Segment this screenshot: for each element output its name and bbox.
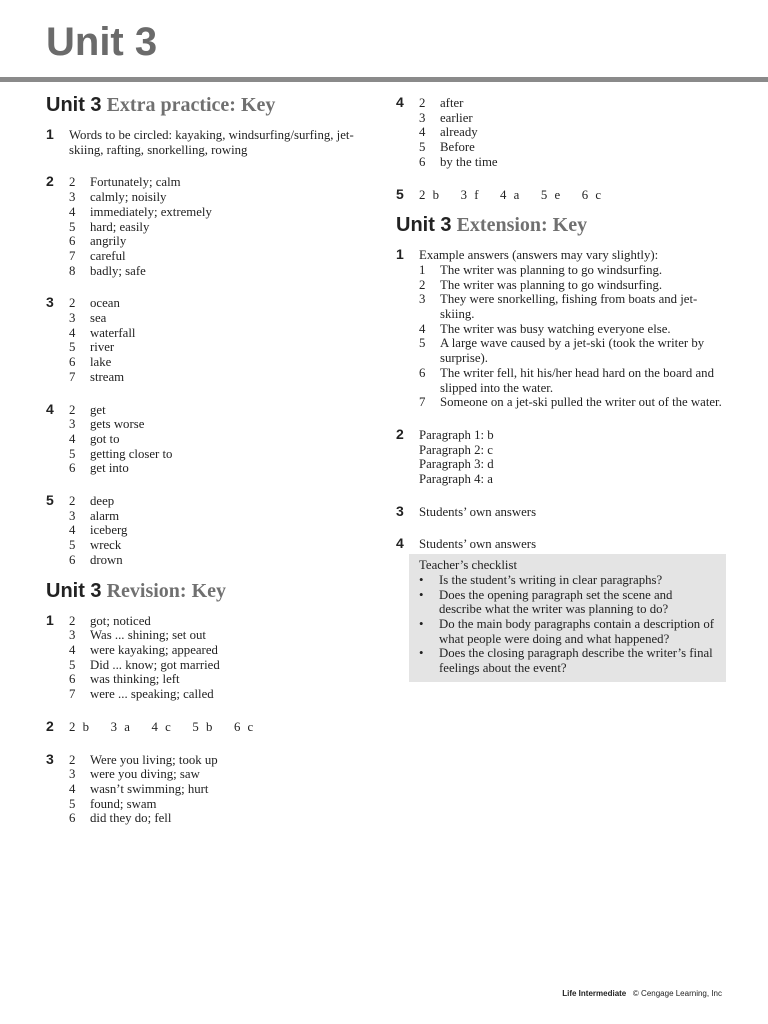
answer-number: 2 <box>69 613 76 628</box>
answer-number: 4 <box>69 642 76 657</box>
checklist-item <box>419 573 716 588</box>
answer-text: careful <box>90 248 126 263</box>
bullet-icon: • <box>419 572 424 587</box>
heading-unit: Unit 3 <box>46 94 102 116</box>
answer-item <box>69 643 376 658</box>
right-column <box>396 96 726 682</box>
extra-ex2 <box>46 175 376 278</box>
checklist-title: Teacher’s checklist <box>419 558 517 573</box>
answer-number: 2 <box>69 494 76 509</box>
answer-item <box>419 395 726 410</box>
answer-text: ocean <box>90 296 120 311</box>
answer-item <box>69 447 376 462</box>
header-rule <box>0 77 768 82</box>
exercise-number: 3 <box>396 502 404 519</box>
answer-item <box>419 278 726 293</box>
answer-item <box>69 767 376 782</box>
answer-number: 6 <box>419 365 426 380</box>
exercise-intro: Example answers (answers may vary slightly): <box>419 248 659 263</box>
answer-number: 3 <box>69 417 76 432</box>
answer-item <box>69 296 376 311</box>
answer-lines <box>419 428 726 487</box>
answer-number: 6 <box>69 672 76 687</box>
answer-number: 7 <box>419 395 426 410</box>
answer-text: stream <box>90 369 125 384</box>
revision-heading <box>46 578 376 604</box>
answer-item <box>69 311 376 326</box>
footer-book: Life Intermediate <box>562 989 627 998</box>
answer-number: 6 <box>419 154 426 169</box>
answer-text: wasn’t swimming; hurt <box>90 781 209 796</box>
exercise-number: 4 <box>46 400 54 417</box>
answer-number: 6 <box>69 461 76 476</box>
answer-text: They were snorkelling, fishing from boats and jet-skiing. <box>440 292 698 322</box>
answer-number: 7 <box>69 687 76 702</box>
answer-line: Paragraph 3: d <box>419 457 494 472</box>
answer-text: deep <box>90 494 115 509</box>
answer-text: river <box>90 340 115 355</box>
answer-number: 7 <box>69 369 76 384</box>
exercise-text: Students’ own answers <box>419 504 537 519</box>
answer-line: Paragraph 2: c <box>419 442 493 457</box>
answer-number: 2 <box>419 96 426 110</box>
exercise-number: 2 <box>46 717 54 734</box>
heading-key: Extension: Key <box>456 214 588 237</box>
answer-item <box>69 264 376 279</box>
answer-item <box>69 326 376 341</box>
answer-item <box>69 417 376 432</box>
page-title: Unit 3 <box>46 20 158 64</box>
answer-number: 5 <box>419 140 426 155</box>
answer-item <box>419 322 726 337</box>
answer-item <box>69 753 376 768</box>
answer-text: already <box>440 125 478 140</box>
answer-item <box>419 336 726 365</box>
answer-number: 3 <box>69 190 76 205</box>
answer-number: 4 <box>419 321 426 336</box>
answer-text: Someone on a jet-ski pulled the writer out of the water. <box>440 395 722 410</box>
exercise-number: 1 <box>46 126 54 142</box>
answer-text: The writer was busy watching everyone else. <box>440 321 671 336</box>
answer-number: 4 <box>69 781 76 796</box>
exercise-number: 5 <box>396 185 404 202</box>
exercise-number: 1 <box>46 611 54 628</box>
answer-list <box>419 96 726 170</box>
answer-number: 6 <box>69 811 76 826</box>
answer-item <box>69 687 376 702</box>
checklist-text: Does the opening paragraph set the scene and describe what the writer was planning to do? <box>439 587 673 617</box>
answer-text: get <box>90 402 106 417</box>
exercise-number: 1 <box>396 246 404 263</box>
answer-number: 2 <box>69 752 76 767</box>
checklist-text: Is the student’s writing in clear paragraphs? <box>439 572 663 587</box>
exercise-text: 2 b 3 f 4 a 5 e 6 c <box>419 187 602 202</box>
answer-item <box>419 111 726 126</box>
answer-item <box>69 175 376 190</box>
answer-item <box>69 461 376 476</box>
extra-ex1 <box>46 128 376 157</box>
checklist-item <box>419 646 716 675</box>
answer-item <box>69 340 376 355</box>
answer-item <box>69 494 376 509</box>
checklist-items <box>419 573 716 676</box>
answer-text: after <box>440 96 464 110</box>
footer-copyright: © Cengage Learning, Inc <box>632 989 722 998</box>
answer-number: 8 <box>69 263 76 278</box>
answer-number: 5 <box>69 340 76 355</box>
answer-number: 4 <box>69 204 76 219</box>
answer-number: 3 <box>419 110 426 125</box>
answer-item <box>69 234 376 249</box>
answer-text: Fortunately; calm <box>90 175 181 190</box>
answer-text: hard; easily <box>90 219 150 234</box>
answer-text: gets worse <box>90 417 145 432</box>
extension-ex2 <box>396 425 726 487</box>
answer-text: iceberg <box>90 523 128 538</box>
exercise-number: 2 <box>396 425 404 442</box>
answer-item <box>69 220 376 235</box>
answer-item <box>69 403 376 418</box>
answer-item <box>419 140 726 155</box>
answer-text: The writer fell, hit his/her head hard on the board and slipped into the water. <box>440 365 714 395</box>
extension-ex4 <box>396 537 726 552</box>
answer-text: badly; safe <box>90 263 146 278</box>
left-column <box>46 92 376 826</box>
footer <box>562 989 722 998</box>
answer-item <box>419 125 726 140</box>
extra-ex5-cont <box>396 185 726 203</box>
answer-number: 3 <box>419 292 426 307</box>
answer-text: found; swam <box>90 796 157 811</box>
answer-item <box>69 672 376 687</box>
answer-item <box>69 190 376 205</box>
answer-text: Did ... know; got married <box>90 657 220 672</box>
heading-key: Revision: Key <box>106 579 226 602</box>
answer-text: alarm <box>90 508 120 523</box>
extra-ex3 <box>46 296 376 384</box>
exercise-number: 3 <box>46 750 54 767</box>
checklist-text: Do the main body paragraphs contain a description of what people were doing and what happened? <box>439 616 715 646</box>
answer-text: immediately; extremely <box>90 204 212 219</box>
answer-number: 5 <box>69 219 76 234</box>
answer-text: got; noticed <box>90 613 151 628</box>
answer-number: 4 <box>69 325 76 340</box>
answer-number: 2 <box>69 402 76 417</box>
answer-number: 4 <box>69 431 76 446</box>
answer-list <box>69 494 376 568</box>
answer-line: Paragraph 4: a <box>419 472 493 487</box>
answer-list <box>419 263 726 410</box>
answer-item <box>69 432 376 447</box>
revision-ex1 <box>46 611 376 702</box>
answer-number: 6 <box>69 234 76 249</box>
answer-text: drown <box>90 552 123 567</box>
answer-item <box>419 155 726 170</box>
checklist-text: Does the closing paragraph describe the writer’s final feelings about the event? <box>439 646 713 676</box>
answer-text: waterfall <box>90 325 136 340</box>
answer-item <box>69 658 376 673</box>
answer-number: 7 <box>69 248 76 263</box>
revision-ex2 <box>46 717 376 735</box>
answer-item <box>69 553 376 568</box>
answer-text: Was ... shining; set out <box>90 628 206 643</box>
answer-list <box>69 753 376 827</box>
heading-key: Extra practice: Key <box>106 94 276 116</box>
answer-text: were ... speaking; called <box>90 687 214 702</box>
answer-text: lake <box>90 355 112 370</box>
answer-item <box>69 355 376 370</box>
answer-item <box>69 370 376 385</box>
answer-item <box>69 523 376 538</box>
extra-practice-heading <box>46 92 376 118</box>
answer-item <box>69 628 376 643</box>
answer-number: 3 <box>69 628 76 643</box>
answer-list <box>69 614 376 702</box>
answer-text: did they do; fell <box>90 811 172 826</box>
answer-text: getting closer to <box>90 446 173 461</box>
answer-line: Paragraph 1: b <box>419 427 494 442</box>
answer-number: 5 <box>419 336 426 351</box>
answer-number: 2 <box>419 277 426 292</box>
exercise-number: 4 <box>396 535 404 552</box>
exercise-text: Words to be circled: kayaking, windsurfing/surfing, jet-skiing, rafting, snorkelling, rowing <box>69 128 354 157</box>
answer-item <box>69 811 376 826</box>
teacher-checklist <box>409 554 726 682</box>
answer-text: wreck <box>90 538 122 553</box>
answer-number: 5 <box>69 657 76 672</box>
answer-text: Before <box>440 140 475 155</box>
answer-text: The writer was planning to go windsurfing. <box>440 277 663 292</box>
revision-ex3 <box>46 750 376 827</box>
exercise-number: 3 <box>46 294 54 311</box>
extra-ex5 <box>46 494 376 568</box>
extra-ex4 <box>46 400 376 477</box>
answer-text: were you diving; saw <box>90 767 200 782</box>
answer-item <box>69 614 376 629</box>
exercise-number: 2 <box>46 173 54 190</box>
answer-number: 3 <box>69 508 76 523</box>
answer-number: 4 <box>419 125 426 140</box>
answer-text: by the time <box>440 154 498 169</box>
answer-text: got to <box>90 431 120 446</box>
extra-ex4-cont <box>396 96 726 170</box>
heading-unit: Unit 3 <box>46 579 102 602</box>
answer-number: 6 <box>69 355 76 370</box>
answer-number: 2 <box>69 175 76 190</box>
extension-ex3 <box>396 502 726 520</box>
answer-text: get into <box>90 461 129 476</box>
answer-item <box>69 797 376 812</box>
extension-heading <box>396 212 726 238</box>
heading-unit: Unit 3 <box>396 214 452 237</box>
answer-number: 5 <box>69 538 76 553</box>
answer-item <box>419 96 726 111</box>
answer-number: 5 <box>69 796 76 811</box>
answer-item <box>69 782 376 797</box>
answer-number: 3 <box>69 311 76 326</box>
checklist-item <box>419 588 716 617</box>
answer-item <box>69 249 376 264</box>
answer-list <box>69 175 376 278</box>
answer-list <box>69 403 376 477</box>
answer-number: 6 <box>69 552 76 567</box>
checklist-item <box>419 617 716 646</box>
exercise-number: 5 <box>46 492 54 509</box>
answer-text: Were you living; took up <box>90 752 218 767</box>
answer-text: earlier <box>440 110 473 125</box>
answer-number: 3 <box>69 767 76 782</box>
answer-item <box>419 366 726 395</box>
bullet-icon: • <box>419 616 424 631</box>
answer-number: 1 <box>419 262 426 277</box>
answer-number: 4 <box>69 523 76 538</box>
answer-text: was thinking; left <box>90 672 180 687</box>
exercise-number: 4 <box>396 94 404 110</box>
answer-number: 2 <box>69 296 76 311</box>
answer-item <box>69 538 376 553</box>
answer-list <box>69 296 376 384</box>
exercise-text: Students’ own answers <box>419 537 537 552</box>
bullet-icon: • <box>419 646 424 661</box>
answer-text: sea <box>90 311 107 326</box>
answer-item <box>69 509 376 524</box>
answer-text: A large wave caused by a jet-ski (took the writer by surprise). <box>440 336 705 366</box>
extension-ex1 <box>396 248 726 410</box>
bullet-icon: • <box>419 587 424 602</box>
answer-number: 5 <box>69 446 76 461</box>
exercise-text: 2 b 3 a 4 c 5 b 6 c <box>69 719 254 734</box>
answer-text: were kayaking; appeared <box>90 642 218 657</box>
answer-item <box>419 263 726 278</box>
answer-item <box>419 292 726 321</box>
answer-text: angrily <box>90 234 127 249</box>
answer-text: calmly; noisily <box>90 190 167 205</box>
answer-text: The writer was planning to go windsurfing. <box>440 262 663 277</box>
answer-item <box>69 205 376 220</box>
